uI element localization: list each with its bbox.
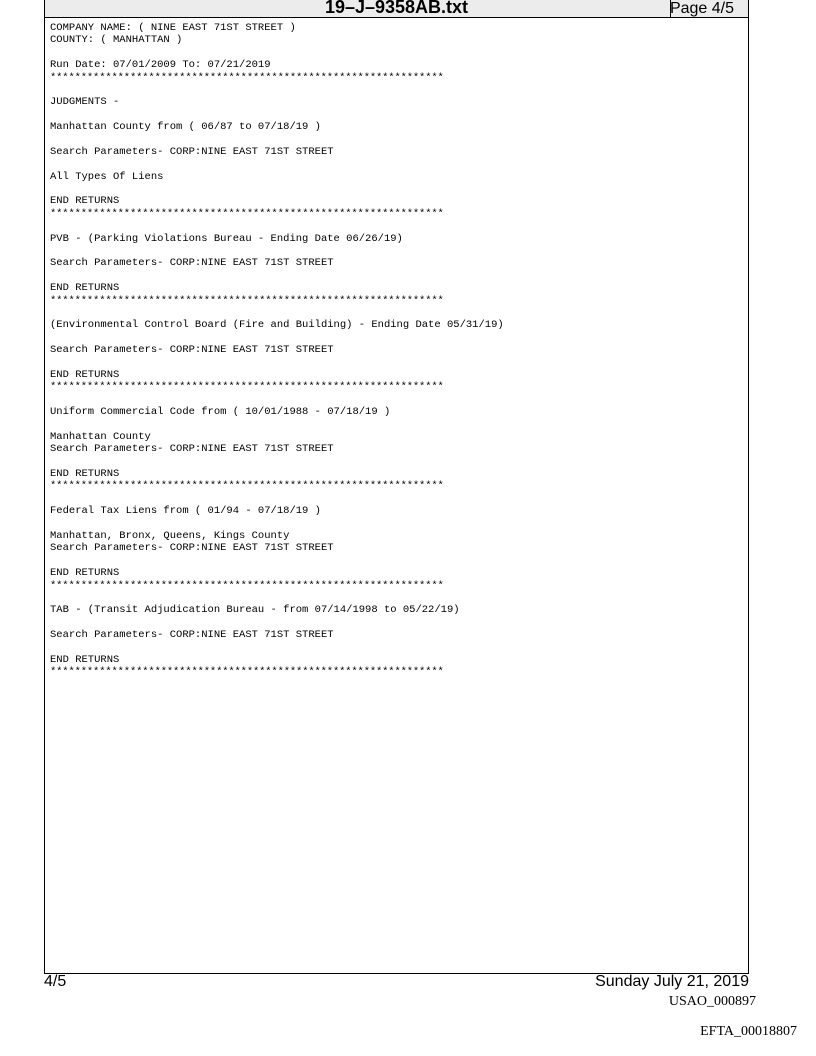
text-line: Federal Tax Liens from ( 01/94 - 07/18/19 )	[50, 505, 321, 518]
blank-line	[50, 332, 504, 344]
text-line: Search Parameters- CORP:NINE EAST 71ST STREET	[50, 629, 334, 642]
text-line: Search Parameters- CORP:NINE EAST 71ST STREET	[50, 443, 334, 456]
usao-bates-stamp: USAO_000897	[668, 994, 756, 1009]
asterisk-separator: ****************************************************************	[50, 294, 444, 307]
blank-line	[50, 555, 504, 567]
text-line: Search Parameters- CORP:NINE EAST 71ST STREET	[50, 542, 334, 555]
text-line: All Types Of Liens	[50, 170, 164, 183]
printed-page-frame	[44, 0, 749, 974]
blank-line	[50, 617, 504, 629]
blank-line	[50, 84, 504, 96]
blank-line	[50, 245, 504, 257]
blank-line	[50, 158, 504, 170]
text-line: COMPANY NAME: ( NINE EAST 71ST STREET )	[50, 22, 296, 34]
footer-print-date: Sunday July 21, 2019	[595, 973, 749, 990]
blank-line	[50, 642, 504, 654]
end-returns-line: END RETURNS	[50, 653, 120, 666]
blank-line	[50, 220, 504, 232]
page-indicator: Page 4/5	[669, 0, 734, 17]
asterisk-separator: ****************************************************************	[50, 71, 444, 84]
text-line: Run Date: 07/01/2009 To: 07/21/2019	[50, 59, 271, 72]
text-line: Manhattan, Bronx, Queens, Kings County	[50, 530, 290, 543]
blank-line	[50, 592, 504, 604]
document-body	[50, 22, 504, 679]
end-returns-line: END RETURNS	[50, 195, 120, 208]
blank-line	[50, 134, 504, 146]
text-line: Uniform Commercial Code from ( 10/01/1988 - 07/18/19 )	[50, 406, 391, 419]
blank-line	[50, 456, 504, 468]
end-returns-line: END RETURNS	[50, 282, 120, 295]
blank-line	[50, 493, 504, 505]
text-line: Manhattan County from ( 06/87 to 07/18/19 )	[50, 121, 321, 134]
asterisk-separator: ****************************************************************	[50, 666, 444, 679]
blank-line	[50, 270, 504, 282]
text-line: JUDGMENTS -	[50, 96, 120, 109]
blank-line	[50, 47, 504, 59]
text-line: Manhattan County	[50, 430, 151, 443]
text-line: COUNTY: ( MANHATTAN )	[50, 34, 183, 47]
blank-line	[50, 357, 504, 369]
footer-page-fraction: 4/5	[44, 973, 67, 990]
asterisk-separator: ****************************************************************	[50, 381, 444, 394]
file-name-title: 19–J–9358AB.txt	[324, 0, 469, 17]
asterisk-separator: ****************************************************************	[50, 579, 444, 592]
asterisk-separator: ****************************************************************	[50, 480, 444, 493]
print-header	[45, 0, 748, 18]
efta-bates-stamp: EFTA_00018807	[700, 1024, 797, 1039]
text-line: PVB - (Parking Violations Bureau - Ending Date 06/26/19)	[50, 232, 403, 245]
text-line: Search Parameters- CORP:NINE EAST 71ST STREET	[50, 257, 334, 270]
text-line: Search Parameters- CORP:NINE EAST 71ST STREET	[50, 344, 334, 357]
blank-line	[50, 518, 504, 530]
blank-line	[50, 307, 504, 319]
end-returns-line: END RETURNS	[50, 567, 120, 580]
asterisk-separator: ****************************************************************	[50, 207, 444, 220]
blank-line	[50, 394, 504, 406]
blank-line	[50, 109, 504, 121]
end-returns-line: END RETURNS	[50, 468, 120, 481]
blank-line	[50, 419, 504, 431]
end-returns-line: END RETURNS	[50, 368, 120, 381]
text-line: TAB - (Transit Adjudication Bureau - from 07/14/1998 to 05/22/19)	[50, 604, 460, 617]
blank-line	[50, 183, 504, 195]
text-line: Search Parameters- CORP:NINE EAST 71ST STREET	[50, 145, 334, 158]
text-line: (Environmental Control Board (Fire and Building) - Ending Date 05/31/19)	[50, 319, 504, 332]
